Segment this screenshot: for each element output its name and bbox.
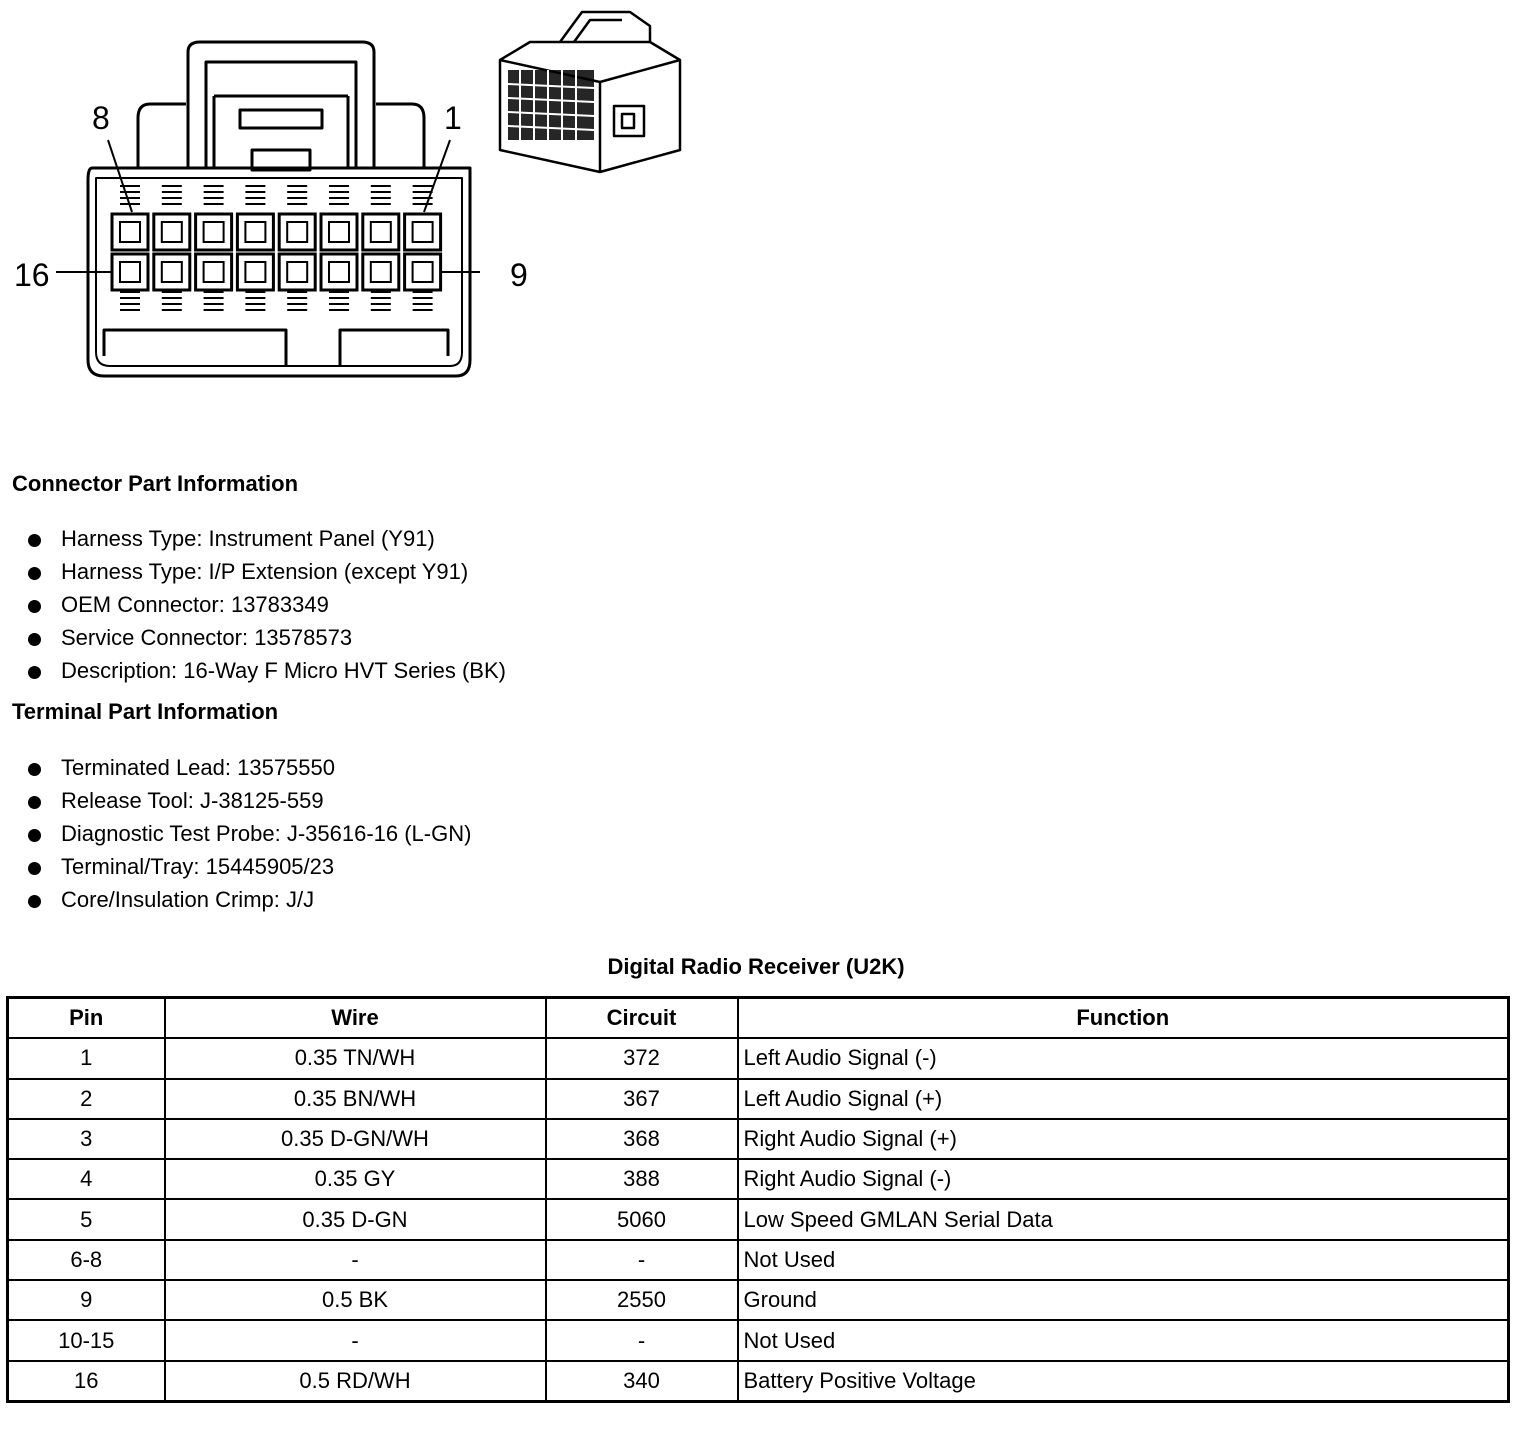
table-row <box>8 1280 1509 1320</box>
function-cell: Left Audio Signal (-) <box>738 1038 1509 1078</box>
terminal-info-heading: Terminal Part Information <box>12 699 279 724</box>
circuit-cell: 2550 <box>546 1280 738 1320</box>
wire-cell: - <box>165 1320 546 1360</box>
wire-cell: 0.35 GY <box>165 1159 546 1199</box>
terminal-cavity-9 <box>405 254 441 310</box>
list-item: Harness Type: Instrument Panel (Y91) <box>28 522 506 555</box>
terminal-cavity-7 <box>154 186 190 250</box>
pin-cell: 5 <box>8 1199 165 1239</box>
list-item: Terminated Lead: 13575550 <box>28 751 471 784</box>
terminal-cavity-15 <box>154 254 190 310</box>
terminal-cavity-13 <box>237 254 273 310</box>
pin-label-8: 8 <box>92 100 110 136</box>
bullet-icon <box>28 600 41 613</box>
pin-cell: 6-8 <box>8 1240 165 1280</box>
function-cell: Left Audio Signal (+) <box>738 1079 1509 1119</box>
wire-cell: 0.35 TN/WH <box>165 1038 546 1078</box>
table-row <box>8 1038 1509 1078</box>
wire-cell: 0.35 BN/WH <box>165 1079 546 1119</box>
pin-cell: 16 <box>8 1361 165 1402</box>
table-header-row <box>8 998 1509 1039</box>
bullet-icon <box>28 796 41 809</box>
list-item: Terminal/Tray: 15445905/23 <box>28 850 471 883</box>
list-item: OEM Connector: 13783349 <box>28 588 506 621</box>
column-header-function: Function <box>738 998 1509 1039</box>
circuit-cell: 367 <box>546 1079 738 1119</box>
bullet-icon <box>28 633 41 646</box>
bullet-icon <box>28 666 41 679</box>
column-header-circuit: Circuit <box>546 998 738 1039</box>
table-row <box>8 1240 1509 1280</box>
wire-cell: 0.35 D-GN/WH <box>165 1119 546 1159</box>
pin-cell: 10-15 <box>8 1320 165 1360</box>
terminal-info-list <box>28 751 471 916</box>
circuit-cell: - <box>546 1240 738 1280</box>
table-row <box>8 1119 1509 1159</box>
function-cell: Battery Positive Voltage <box>738 1361 1509 1402</box>
table-row <box>8 1159 1509 1199</box>
list-item: Core/Insulation Crimp: J/J <box>28 883 471 916</box>
list-item: Description: 16-Way F Micro HVT Series (BK) <box>28 654 506 687</box>
bullet-icon <box>28 763 41 776</box>
pin-cell: 2 <box>8 1079 165 1119</box>
pin-cell: 1 <box>8 1038 165 1078</box>
function-cell: Not Used <box>738 1320 1509 1360</box>
bullet-icon <box>28 567 41 580</box>
wire-cell: 0.5 RD/WH <box>165 1361 546 1402</box>
terminal-cavity-2 <box>363 186 399 250</box>
pin-cell: 9 <box>8 1280 165 1320</box>
function-cell: Not Used <box>738 1240 1509 1280</box>
bullet-icon <box>28 534 41 547</box>
list-item: Release Tool: J-38125-559 <box>28 784 471 817</box>
function-cell: Ground <box>738 1280 1509 1320</box>
wire-cell: 0.35 D-GN <box>165 1199 546 1239</box>
circuit-cell: 340 <box>546 1361 738 1402</box>
column-header-pin: Pin <box>8 998 165 1039</box>
circuit-cell: 388 <box>546 1159 738 1199</box>
pin-label-9: 9 <box>510 257 528 293</box>
table-row <box>8 1199 1509 1239</box>
terminal-cavity-1 <box>405 186 441 250</box>
connector-face-diagram <box>0 0 480 400</box>
terminal-cavity-10 <box>363 254 399 310</box>
table-row <box>8 1361 1509 1402</box>
pin-cell: 3 <box>8 1119 165 1159</box>
pin-label-16: 16 <box>14 257 50 293</box>
terminal-cavity-14 <box>196 254 232 310</box>
connector-info-heading: Connector Part Information <box>12 471 299 496</box>
wire-cell: - <box>165 1240 546 1280</box>
function-cell: Low Speed GMLAN Serial Data <box>738 1199 1509 1239</box>
circuit-cell: - <box>546 1320 738 1360</box>
connector-info-list <box>28 522 506 687</box>
column-header-wire: Wire <box>165 998 546 1039</box>
terminal-cavity-6 <box>196 186 232 250</box>
pin-cell: 4 <box>8 1159 165 1199</box>
terminal-cavity-3 <box>321 186 357 250</box>
wire-cell: 0.5 BK <box>165 1280 546 1320</box>
terminal-cavity-4 <box>279 186 315 250</box>
terminal-cavity-16 <box>112 254 148 310</box>
connector-isometric-image <box>490 0 690 180</box>
list-item: Diagnostic Test Probe: J-35616-16 (L-GN) <box>28 817 471 850</box>
table-row <box>8 1079 1509 1119</box>
terminal-cavity-11 <box>321 254 357 310</box>
circuit-cell: 368 <box>546 1119 738 1159</box>
pin-table <box>6 996 1510 1403</box>
terminal-cavity-8 <box>112 186 148 250</box>
terminal-cavity-5 <box>237 186 273 250</box>
list-item: Service Connector: 13578573 <box>28 621 506 654</box>
bullet-icon <box>28 895 41 908</box>
bullet-icon <box>28 829 41 842</box>
function-cell: Right Audio Signal (-) <box>738 1159 1509 1199</box>
bullet-icon <box>28 862 41 875</box>
list-item: Harness Type: I/P Extension (except Y91) <box>28 555 506 588</box>
circuit-cell: 5060 <box>546 1199 738 1239</box>
function-cell: Right Audio Signal (+) <box>738 1119 1509 1159</box>
circuit-cell: 372 <box>546 1038 738 1078</box>
terminal-cavity-12 <box>279 254 315 310</box>
table-title: Digital Radio Receiver (U2K) <box>607 954 905 979</box>
table-row <box>8 1320 1509 1360</box>
pin-label-1: 1 <box>444 100 462 136</box>
